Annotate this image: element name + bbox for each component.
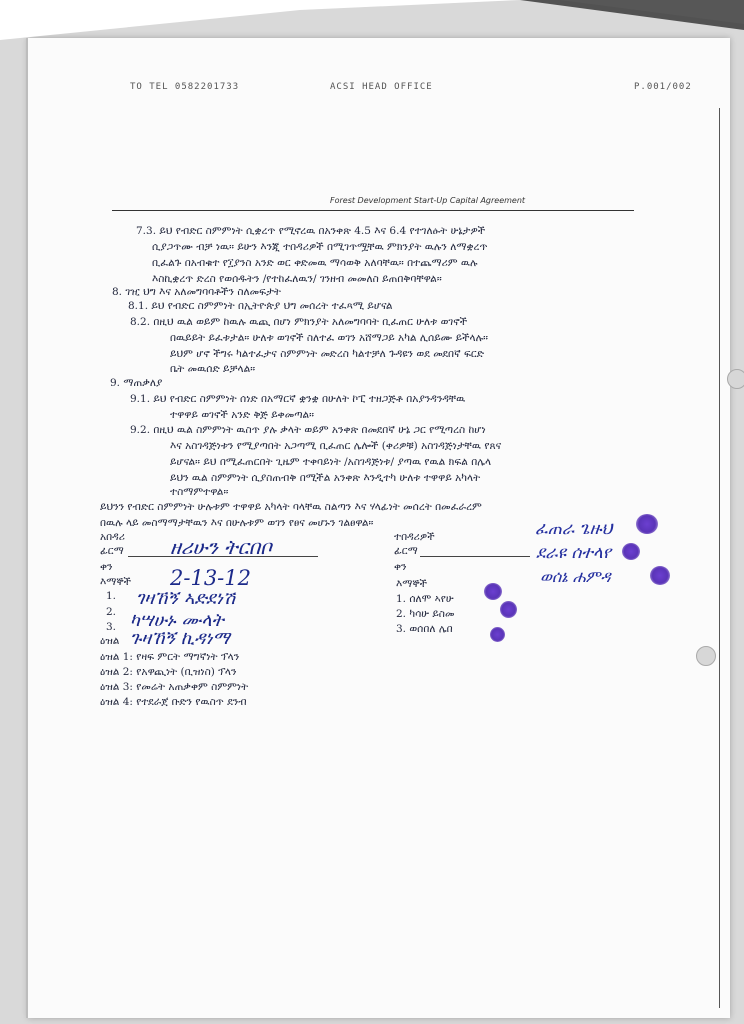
borrower-signature: ወሰኔ ሐምዳ	[540, 567, 611, 586]
text-line: ይህም ሆኖ ችግሩ ካልተፈታና ስምምነት መድረስ ካልተቻለ ጉዳዩን ወደ መደበኛ ፍርድ	[170, 348, 484, 360]
text-line: 7.3. ይህ የብድር ስምምነት ሲቋረጥ የሚኖረዉ በአንቀጽ 4.5 እና 6.4 የተገለፁት ሁኔታዎች	[136, 225, 486, 237]
text-line: እስኪቋረጥ ድረስ የወሰዱትን /የተከፈለዉን/ ገንዘብ መመለስ ይጠበቅባቸዋል።	[152, 273, 442, 285]
text-line: 9.1. ይህ የብድር ስምምነት ሰነድ በአማርኛ ቋንቋ በሁለት ኮፒ ተዘጋጅቶ በአያንዳንዳቸዉ	[130, 393, 466, 405]
witness-signature: ካሣሁኑ ሙላት	[130, 610, 224, 631]
thumbprint	[636, 514, 658, 534]
text-line: 9.2. በዚህ ዉል ስምምነት ዉስጥ ያሉ ቃላት ወይም አንቀጽ በመደበኛ ሁኔ ጋር የሚጣረስ ከሆነ	[130, 424, 486, 436]
fax-office-line: ACSI HEAD OFFICE	[330, 82, 433, 92]
text-line: ቤት መዉሰድ ይቻላል።	[170, 363, 256, 375]
text-line: በዉይይት ይፈቱታል። ሁለቱ ወገኖች ስለተፈ ወገን አሸማጋይ አካል ሊሰይሙ ይችላሉ።	[170, 332, 488, 344]
text-line: ይህን ዉል ስምምነት ሲያስጠብቅ በሚችል አንቀጽ እንዲተካ ሁለቱ ተዋዋይ አካላት	[170, 472, 481, 484]
borrower-signature-label: ፊርማ	[394, 545, 418, 557]
text-line: 8.1. ይህ የብድር ስምምነት በኢትዮጵያ ህግ መሰረት ተፈጻሚ ይሆናል	[128, 300, 393, 312]
text-line: በዉሉ ላይ መስማማታቸዉን እና በሁሉቱም ወገን የፀና መሆኑን ገልፀዋል።	[100, 517, 374, 529]
attachment-item: ዕዝል 3: የመሬት አጠቃቀም ስምምነት	[100, 681, 249, 693]
lender-signature: ዘሪሁን ትርበቦ	[170, 535, 272, 559]
fax-sender-line: TO TEL 0582201733	[130, 82, 240, 92]
page-border	[719, 108, 720, 1008]
borrower-witnesses-label: እማኞች	[396, 578, 428, 590]
text-line: ሲያጋጥሙ ብቻ ነዉ። ይሁን እንጂ ተበዳሪዎች በሚገጥሟቸዉ ምክንያት ዉሉን ለማቋረጥ	[152, 241, 488, 253]
witness-number: 3.	[106, 621, 117, 633]
section-heading: 8. ገዢ ህግ እና አለመግባባቶችን ስለመፍታት	[112, 286, 282, 298]
witness-number: 1.	[106, 590, 117, 602]
borrower-witness: 2. ካሳሁ ይስመ	[396, 608, 455, 620]
text-line: 8.2. በዚህ ዉል ወይም ከዉሉ ዉጪ በሆነ ምክንያት አለመግባባት ቢፈጠር ሁለቱ ወገኖች	[130, 316, 468, 328]
witness-signature: ጉዛኸኝ ኪዳነማ	[130, 628, 230, 649]
lender-heading: አበዳሪ	[100, 531, 125, 543]
borrowers-heading: ተበዳሪዎች	[394, 531, 435, 543]
punch-hole	[696, 646, 716, 666]
borrower-date-label: ቀን	[394, 561, 407, 573]
attachment-item: ዕዝል 2: የአዋጪነት (ቢዝነስ) ፕላን	[100, 666, 237, 678]
text-line: ተዋዋይ ወገኖች አንድ ቅጅ ይቀመጣል።	[170, 409, 315, 421]
witness-signature: ገዛኸኝ ኣድደነሽ	[136, 588, 236, 609]
thumbprint	[490, 627, 505, 642]
thumbprint	[622, 543, 640, 560]
section-heading: 9. ማጠቃለያ	[110, 377, 163, 389]
text-line: ቢፈልጉ በአብቁተ የ፲ያንስ አንድ ወር ቀድመዉ ማሳወቅ አለባቸዉ። በተጨማሪም ዉሉ	[152, 257, 478, 269]
lender-date-label: ቀን	[100, 561, 113, 573]
text-line: ይህንን የብድር ስምምነት ሁሉቱም ተዋዋይ አካላት ባላቸዉ ስልጣን እና ሃላፊነት መሰረት በመፈራረም	[100, 501, 482, 513]
attachment-item: ዕዝል 1: የዛፍ ምርት ማግኛነት ፕላን	[100, 651, 240, 663]
attachment-item: ዕዝል 4: የተደራጀ ቡድን የዉስጥ ደንብ	[100, 696, 247, 708]
fax-page-number: P.001/002	[634, 82, 692, 92]
lender-witnesses-label: እማኞች	[100, 576, 132, 588]
lender-signature-label: ፊርማ	[100, 545, 124, 557]
thumbprint	[484, 583, 502, 600]
text-line: እና አስገዳጅነቱን የሚያጣበት አጋጣሚ ቢፈጠር ሌሎች (ቀሪዎቹ) አስገዳጅነታቸዉ የጸና	[170, 440, 502, 452]
witness-number: 2.	[106, 606, 117, 618]
document-header: Forest Development Start-Up Capital Agreement	[330, 196, 526, 205]
thumbprint	[500, 601, 517, 618]
borrower-signature-rule	[420, 556, 530, 557]
lender-signature-date: 2-13-12	[170, 566, 251, 590]
borrower-signature: ፈጠራ ጌዙህ	[535, 519, 613, 539]
text-line: ተስማምተዋል።	[170, 486, 229, 498]
text-line: ይሆናል። ይህ በሚፈጠርበት ጊዜም ተቀባይነት /አስገዳጅነቱ/ ያጣዉ የዉል ክፍል በሌላ	[170, 456, 492, 468]
thumbprint	[650, 566, 670, 585]
borrower-witness: 1. ሰለሞ ኣየሁ	[396, 593, 454, 605]
punch-hole	[727, 369, 744, 389]
header-rule	[112, 210, 634, 211]
attachments-label: ዕዝል	[100, 635, 120, 647]
borrower-signature: ደራዩ ሰተላየ	[536, 543, 612, 563]
borrower-witness: 3. ወሰበለ ሌበ	[396, 623, 453, 635]
